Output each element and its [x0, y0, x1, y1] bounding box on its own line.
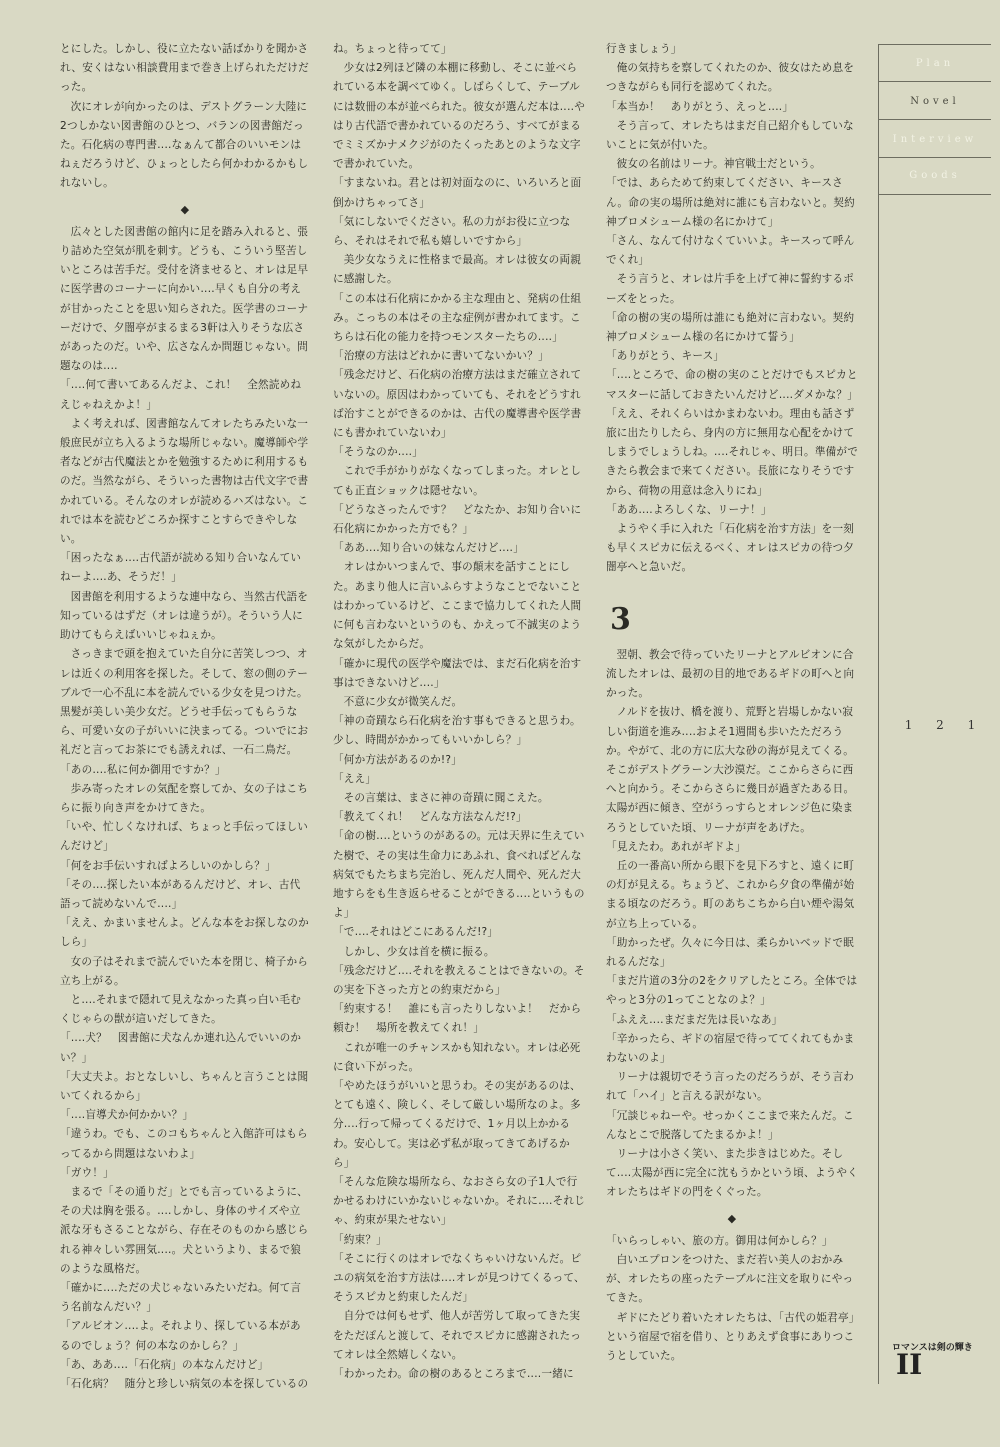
nav-interview[interactable]: Interview [892, 134, 978, 145]
paragraph: 俺の気持ちを察してくれたのか、彼女はため息をつきながらも同行を認めてくれた。 [606, 62, 855, 94]
dialogue-line: 「ええ」 [333, 772, 377, 785]
paragraph: しかし、少女は首を横に振る。 [343, 945, 495, 958]
paragraph: 図書館を利用するような連中なら、当然古代語を知っているはずだ（オレは違うが）。そういう人に助けてもらえばいいじゃねぇか。 [60, 590, 309, 642]
dialogue-line: 「アルビオン‥‥よ。それより、探している本があるのでしょう？何の本なのかしら？」 [60, 1320, 301, 1352]
paragraph: そう言うと、オレは片手を上げて神に誓約するポーズをとった。 [606, 273, 855, 305]
dialogue-line: 「やめたほうがいいと思うわ。その実があるのは、とても遠く、険しく、そして厳しい場所なのよ。多分‥‥行って帰ってくるだけで、1ヶ月以上かかるわ。安心して。実は必ず私が取ってきてあげるから」 [333, 1079, 581, 1169]
dialogue-line: 「約束？」 [333, 1233, 387, 1246]
dialogue-line: 「何か方法があるのか!?」 [333, 753, 462, 766]
dialogue-line: 「約束する！ 誰にも言ったりしないよ！ だから頼む！ 場所を教えてくれ！」 [333, 1003, 582, 1035]
dialogue-line: 「違うわ。でも、このコもちゃんと入館許可はもらってるから問題はないわよ」 [60, 1128, 308, 1160]
section-divider: ◆ [727, 1211, 737, 1225]
paragraph: そう言って、オレたちはまだ自己紹介もしていないことに気が付いた。 [606, 119, 854, 152]
dialogue-line: 「‥‥盲導犬か何かかい？」 [60, 1109, 194, 1122]
dialogue-line: 「見えたわ。あれがギドよ」 [606, 840, 746, 853]
series-title: ロマンスは剣の輝き [892, 1343, 973, 1353]
paragraph: 女の子はそれまで読んでいた本を閉じ、椅子から立ち上がる。 [60, 955, 309, 987]
paragraph: よく考えれば、図書館なんてオレたちみたいな一般庶民が立ち入るような場所じゃない。魔導師や学者などが古代魔法とかを勉強するために利用するものだ。当然ながら、そういった書物は古代文字で書かれている。そんなのオレが読めるハズはない。これでは本を読むどころか探すことすらできやしない。 [60, 417, 309, 546]
sidebar-divider [879, 157, 991, 158]
dialogue-line: 「すまないね。君とは初対面なのに、いろいろと面倒かけちゃってさ」 [333, 177, 582, 209]
section-sidebar [878, 44, 991, 1384]
dialogue-line: 「石化病？ 随分と珍しい病気の本を探しているの [60, 1378, 309, 1391]
paragraph: 少女は2列ほど隣の本棚に移動し、そこに並べられている本を調べてゆく。しばらくして、テーブルには数冊の本が並べられた。彼女が選んだ本は‥‥やはり古代語で書かれているのだろう、すべてがまるでミミズかナメクジがのたくったあとのような文字で書かれていた。 [333, 62, 586, 171]
dialogue-line: 「そうなのか‥‥」 [333, 446, 424, 459]
sidebar-divider [879, 81, 991, 82]
dialogue-line: 「気にしないでください。私の力がお役に立つなら、それはそれで私も嬉しいですから」 [333, 215, 571, 248]
dialogue-line: 「あの‥‥私に何か御用ですか？」 [60, 763, 226, 776]
dialogue-line: 「本当か！ ありがとう、えっと‥‥」 [606, 100, 794, 113]
dialogue-line: 「残念だけど‥‥それを教えることはできないの。その実を下さった方との約束だから」 [333, 964, 585, 996]
dialogue-line: 「どうなさったんです？ どなたか、お知り合いに石化病にかかった方でも？」 [333, 503, 582, 536]
sidebar-divider [879, 44, 991, 45]
dialogue-line: とにした。しかし、役に立たない話ばかりを聞かされ、安くはない相談費用まで巻き上げられただけだった。 [60, 43, 309, 94]
dialogue-line: 「治療の方法はどれかに書いてないかい？」 [333, 350, 549, 363]
dialogue-line: 「で‥‥それはどこにあるんだ!?」 [333, 926, 499, 939]
sidebar-divider [879, 119, 991, 120]
dialogue-line: 「ええ、かまいませんよ。どんな本をお探しなのかしら」 [60, 917, 309, 949]
dialogue-line: 「大丈夫よ。おとなしいし、ちゃんと言うことは聞いてくれるから」 [60, 1070, 309, 1102]
dialogue-line: 「‥‥何て書いてあるんだよ、これ！ 全然読めねえじゃねえかよ！」 [60, 379, 302, 411]
dialogue-line: 「ありがとう、キース」 [606, 350, 725, 363]
paragraph: 不意に少女が微笑んだ。 [343, 695, 463, 708]
dialogue-line: 「何をお手伝いすればよろしいのかしら？」 [60, 859, 276, 872]
paragraph: まるで「その通りだ」とでも言っているように、その犬は胸を張る。‥‥しかし、身体のサイズや立派な牙もさることながら、存在そのものから感じられる神々しい雰囲気‥‥。犬というより、まるで狼のような風格だ。 [60, 1185, 309, 1275]
paragraph: 白いエプロンをつけた、まだ若い美人のおかみが、オレたちの座ったテーブルに注文を取りにやってきた。 [606, 1253, 854, 1305]
volume-numeral: II [896, 1348, 923, 1381]
dialogue-line: 「ふええ‥‥まだまだ先は長いなあ」 [606, 1013, 783, 1026]
paragraph: 美少女なうえに性格まで最高。オレは彼女の両親に感謝した。 [333, 254, 582, 286]
dialogue-line: 「命の樹の実の場所は誰にも絶対に言わない。契約神ブロメシューム様の名にかけて誓う」 [606, 311, 855, 344]
dialogue-line: 行きましょう」 [606, 43, 682, 55]
text-column-2 [333, 40, 585, 1384]
dialogue-line: 「残念だけど、石化病の治療方法はまだ確立されていないの。原因はわかっていても、それをどうすれば治すことができるのかは、古代の魔導書や医学書にも書かれていないわ」 [333, 369, 582, 440]
page-number: 1 2 1 [904, 718, 986, 732]
paragraph: 丘の一番高い所から眼下を見下ろすと、遠くに町の灯が見える。ちょうど、これから夕食の準備が始まる頃なのだろう。町のあちこちから白い煙や湯気が立ち上っている。 [606, 859, 855, 930]
dialogue-line: 「では、あらためて約束してください、キースさん。命の実の場所は絶対に誰にも言わないと。契約神ブロメシューム様の名にかけて」 [606, 177, 855, 228]
paragraph: オレはかいつまんで、事の顛末を話すことにした。あまり他人に言いふらすようなことでないことはわかっているけど、ここまで協力してくれた人間に何も言わないというのも、かえって不誠実のような気がしたからだ。 [333, 561, 582, 651]
dialogue-line: 「その‥‥探したい本があるんだけど、オレ、古代語って読めないんで‥‥」 [60, 878, 301, 910]
paragraph: 広々とした図書館の館内に足を踏み入れると、張り詰めた空気が肌を刺す。どうも、こういう堅苦しいところは苦手だ。受付を済ませると、オレは足早に医学書のコーナーに向かい‥‥早くも自分の考えが甘かったことを思い知らされた。医学書のコーナーだけで、夕闇亭がまるまる3軒は入りそうな広さがあったのだ。いや、広さなんか問題じゃない。問題なのは‥‥ [60, 225, 309, 373]
paragraph: さっきまで頭を抱えていた自分に苦笑しつつ、オレは近くの利用客を探した。そして、窓の側のテーブルで一心不乱に本を読んでいる少女を見つけた。黒髪が美しい美少女だ。どうせ手伝ってもらうなら、可愛い女の子がいいに決まってる。ついでにお礼だと言ってお茶にでも誘えれば、一石二鳥だ。 [60, 648, 309, 757]
nav-novel[interactable]: Novel [910, 96, 960, 107]
dialogue-line: 「まだ片道の3分の2をクリアしたところ。全体ではやっと3分の1ってことなのよ？」 [606, 975, 858, 1007]
dialogue-line: ね。ちょっと待ってて」 [333, 43, 452, 55]
dialogue-line: 「確かに‥‥ただの犬じゃないみたいだね。何て言う名前なんだい？」 [60, 1282, 302, 1314]
dialogue-line: 「あ、ああ‥‥「石化病」の本なんだけど」 [60, 1358, 269, 1371]
dialogue-line: 「冗談じゃねーや。せっかくここまで来たんだ。こんなとこで脱落してたまるかよ！」 [606, 1109, 854, 1141]
sidebar-divider [879, 194, 991, 195]
dialogue-line: 「神の奇蹟なら石化病を治す事もできると思うわ。少し、時間がかかってもいいかしら？」 [333, 715, 581, 747]
paragraph: これが唯一のチャンスかも知れない。オレは必死に食い下がった。 [333, 1041, 581, 1073]
dialogue-line: 「‥‥ところで、命の樹の実のことだけでもスピカとマスターに話しておきたいんだけど‥‥ダメかな？」 [606, 369, 859, 401]
dialogue-line: 「いや、忙しくなければ、ちょっと手伝ってほしいんだけど」 [60, 821, 309, 853]
dialogue-line: 「確かに現代の医学や魔法では、まだ石化病を治す事はできないけど‥‥」 [333, 657, 582, 689]
dialogue-line: 「困ったなぁ‥‥古代語が読める知り合いなんていねーよ‥‥あ、そうだ！」 [60, 552, 302, 584]
dialogue-line: 「そんな危険な場所なら、なおさら女の子1人で行かせるわけにいかないじゃないか。それに‥‥それじゃ、約束が果たせない」 [333, 1175, 586, 1227]
dialogue-line: 「助かったぜ。久々に今日は、柔らかいベッドで眠れるんだな」 [606, 936, 854, 968]
paragraph: ギドにたどり着いたオレたちは、「古代の姫君亭」という宿屋で宿を借り、とりあえず食事にありつこうとしていた。 [606, 1311, 855, 1362]
dialogue-line: 「この本は石化病にかかる主な理由と、発病の仕組み。こっちの本はその主な症例が書かれてます。こちらは石化の能力を持つモンスターたちの‥‥」 [333, 292, 582, 344]
paragraph: その言葉は、まさに神の奇蹟に聞こえた。 [343, 791, 549, 804]
chapter-number: 3 [610, 601, 632, 637]
text-column-3 [606, 40, 858, 1366]
paragraph: 自分では何もせず、他人が苦労して取ってきた実をただぽんと渡して、それでスピカに感謝されたってオレは全然嬉しくない。 [333, 1310, 582, 1361]
section-divider: ◆ [180, 202, 190, 216]
text-column-1 [60, 40, 310, 1394]
paragraph: 次にオレが向かったのは、デストグラーン大陸に2つしかない図書館のひとつ、バランの図書館だった。石化病の専門書‥‥なぁんて都合のいいモンはねぇだろうけど、ひょっとしたら何かわかるかもしれないし。 [60, 100, 309, 190]
dialogue-line: 「ああ‥‥知り合いの妹なんだけど‥‥」 [333, 542, 524, 555]
paragraph: と‥‥それまで隠れて見えなかった真っ白い毛むくじゃらの獣が這いだしてきた。 [60, 993, 302, 1026]
dialogue-line: 「そこに行くのはオレでなくちゃいけないんだ。ピユの病気を治す方法は‥‥オレが見つけてくるって、そうスピカと約束したんだ」 [333, 1252, 585, 1304]
paragraph: 彼女の名前はリーナ。神官戦士だという。 [616, 158, 821, 171]
dialogue-line: 「辛かったら、ギドの宿屋で待っててくれてもかまわないのよ」 [606, 1032, 855, 1064]
paragraph: ようやく手に入れた「石化病を治す方法」を一刻も早くスピカに伝えるべく、オレはスピカの待つ夕闇亭へと急いだ。 [606, 523, 855, 574]
nav-plan[interactable]: Plan [915, 58, 955, 69]
dialogue-line: 「ええ、それくらいはかまわないわ。理由も話さず旅に出たりしたら、身内の方に無用な心配をかけてしまうでしょうしね。‥‥それじゃ、明日。準備ができたら教会まで来てください。長旅になりそうですから、荷物の用意は念入りにね」 [606, 407, 859, 497]
paragraph: これで手がかりがなくなってしまった。オレとしても正直ショックは隠せない。 [333, 465, 582, 497]
dialogue-line: 「さん、なんて付けなくていいよ。キースって呼んでくれ」 [606, 235, 855, 267]
dialogue-line: 「命の樹‥‥というのがあるの。元は天界に生えていた樹で、その実は生命力にあふれ、食べればどんな病気でもたちまち完治し、死んだ人間や、死んだ大地すらをも生き返らせることができる‥‥というものよ」 [333, 830, 585, 920]
paragraph: ノルドを抜け、橋を渡り、荒野と岩場しかない寂しい街道を進み‥‥およそ1週間も歩いたただろうか。やがて、北の方に広大な砂の海が見えてくる。そこがデストグラーン大沙漠だ。ここからさらに西へと向かう。そこからさらに幾日が過ぎたある日。太陽が西に傾き、空がうっすらとオレンジ色に染まろうとしていた頃、リーナが声をあげた。 [606, 706, 855, 834]
dialogue-line: 「わかったわ。命の樹のあるところまで‥‥一緒に [333, 1368, 574, 1381]
nav-goods[interactable]: Goods [909, 170, 961, 181]
dialogue-line: 「ガウ！」 [60, 1166, 114, 1179]
paragraph: リーナは親切でそう言ったのだろうが、そう言われて「ハイ」と言える訳がない。 [606, 1071, 855, 1103]
dialogue-line: 「いらっしゃい、旅の方。御用は何かしら？」 [606, 1234, 833, 1247]
paragraph: 翌朝、教会で待っていたリーナとアルビオンに合流したオレは、最初の目的地であるギドの町へと向かった。 [606, 648, 855, 700]
dialogue-line: 「‥‥犬？ 図書館に犬なんか連れ込んでいいのかい？」 [60, 1032, 302, 1064]
paragraph: リーナは小さく笑い、また歩きはじめた。そして‥‥太陽が西に完全に沈もうかという頃、ようやくオレたちはギドの門をくぐった。 [606, 1147, 859, 1199]
paragraph: 歩み寄ったオレの気配を察してか、女の子はこちらに振り向き声をかけてきた。 [60, 782, 309, 814]
dialogue-line: 「ああ‥‥よろしくな、リーナ！」 [606, 503, 772, 516]
dialogue-line: 「教えてくれ！ どんな方法なんだ!?」 [333, 811, 527, 824]
